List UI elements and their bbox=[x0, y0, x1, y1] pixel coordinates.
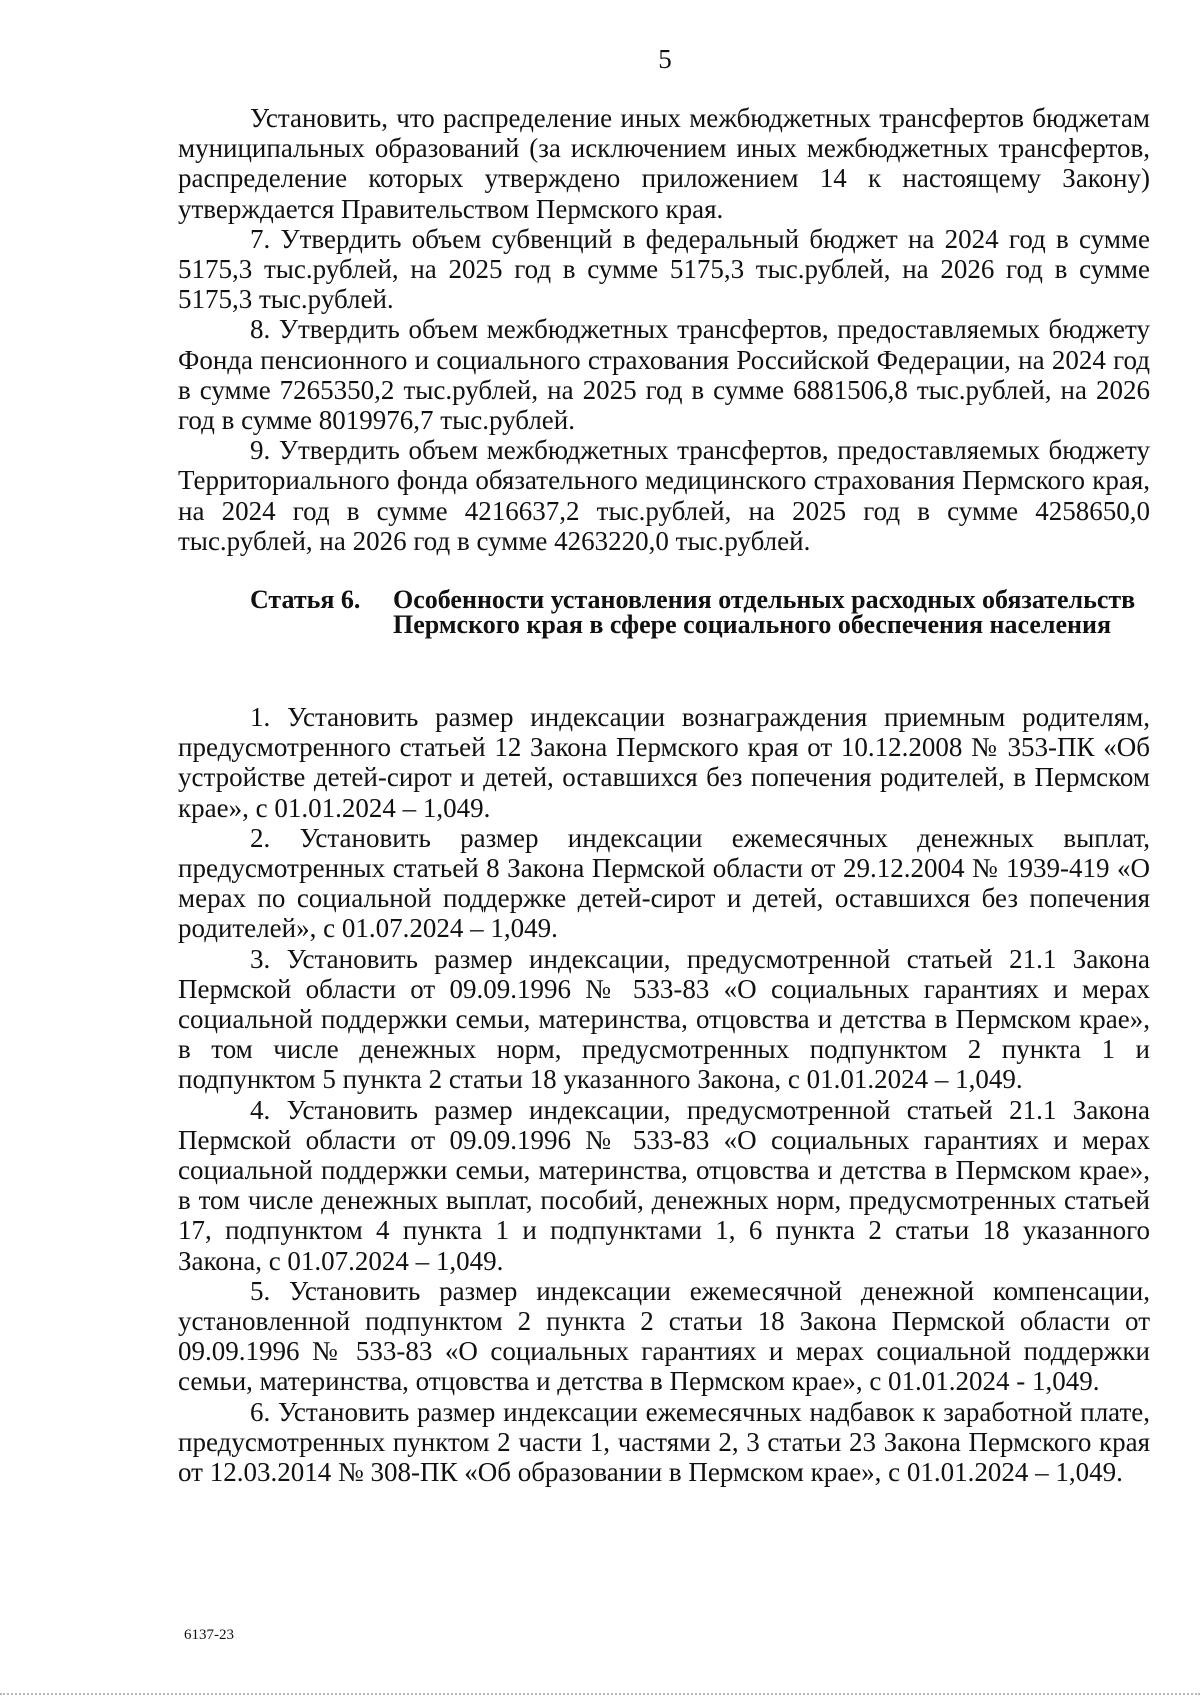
text-block-bottom bbox=[178, 702, 1150, 1487]
scan-edge-divider bbox=[0, 1693, 1200, 1695]
page-number: 5 bbox=[658, 44, 672, 74]
paragraph-article-item-4: 4. Установить размер индексации, предусмотренной статьей 21.1 Закона Пермской области от 09.09.1996 № 533-83 «О социальных гарантиях и мерах социальной поддержки семьи, материнства, отцовства и детства в Пермском крае», в том числе денежных выплат, пособий, денежных норм, предусмотренных статьей 17, подпунктом 4 пункта 1 и подпунктами 1, 6 пункта 2 статьи 18 указанного Закона, с 01.07.2024 – 1,049. bbox=[178, 1094, 1150, 1276]
paragraph-article-item-3: 3. Установить размер индексации, предусмотренной статьей 21.1 Закона Пермской области от 09.09.1996 № 533-83 «О социальных гарантиях и мерах социальной поддержки семьи, материнства, отцовства и детства в Пермском крае», в том числе денежных норм, предусмотренных подпунктом 2 пункта 1 и подпунктом 5 пункта 2 статьи 18 указанного Закона, с 01.01.2024 – 1,049. bbox=[178, 943, 1150, 1095]
paragraph-item-8: 8. Утвердить объем межбюджетных трансфертов, предоставляемых бюджету Фонда пенсионного и социального страхования Российской Федерации, на 2024 год в сумме 7265350,2 тыс.рублей, на 2025 год в сумме 6881506,8 тыс.рублей, на 2026 год в сумме 8019976,7 тыс.рублей. bbox=[178, 314, 1150, 436]
text-block-top bbox=[178, 103, 1150, 556]
paragraph-article-item-1: 1. Установить размер индексации вознаграждения приемным родителям, предусмотренного статьей 12 Закона Пермского края от 10.12.2008 № 353-ПК «Об устройстве детей-сирот и детей, оставшихся без попечения родителей, в Пермском крае», с 01.01.2024 – 1,049. bbox=[178, 702, 1150, 823]
article-title: Особенности установления отдельных расходных обязательств Пермского края в сфере социального обеспечения населения bbox=[393, 585, 1136, 639]
paragraph-item-7: 7. Утвердить объем субвенций в федеральный бюджет на 2024 год в сумме 5175,3 тыс.рублей, на 2025 год в сумме 5175,3 тыс.рублей, на 2026 год в сумме 5175,3 тыс.рублей. bbox=[178, 223, 1150, 315]
document-code: 6137-23 bbox=[184, 1627, 234, 1643]
paragraph-article-item-6: 6. Установить размер индексации ежемесячных надбавок к заработной плате, предусмотренных пунктом 2 части 1, частями 2, 3 статьи 23 Закона Пермского края от 12.03.2014 № 308-ПК «Об образовании в Пермском крае», с 01.01.2024 – 1,049. bbox=[178, 1396, 1150, 1488]
article-label: Статья 6. bbox=[250, 585, 361, 614]
paragraph-article-item-5: 5. Установить размер индексации ежемесячной денежной компенсации, установленной подпунктом 2 пункта 2 статьи 18 Закона Пермской области от 09.09.1996 № 533-83 «О социальных гарантиях и мерах социальной поддержки семьи, материнства, отцовства и детства в Пермском крае», с 01.01.2024 - 1,049. bbox=[178, 1275, 1150, 1397]
paragraph-article-item-2: 2. Установить размер индексации ежемесячных денежных выплат, предусмотренных статьей 8 Закона Пермской области от 29.12.2004 № 1939-419 «О мерах по социальной поддержке детей-сирот и детей, оставшихся без попечения родителей», с 01.07.2024 – 1,049. bbox=[178, 822, 1150, 944]
paragraph-intro: Установить, что распределение иных межбюджетных трансфертов бюджетам муниципальных образований (за исключением иных межбюджетных трансфертов, распределение которых утверждено приложением 14 к настоящему Закону) утверждается Правительством Пермского края. bbox=[178, 103, 1150, 224]
paragraph-item-9: 9. Утвердить объем межбюджетных трансфертов, предоставляемых бюджету Территориального фонда обязательного медицинского страхования Пермского края, на 2024 год в сумме 4216637,2 тыс.рублей, на 2025 год в сумме 4258650,0 тыс.рублей, на 2026 год в сумме 4263220,0 тыс.рублей. bbox=[178, 435, 1150, 556]
